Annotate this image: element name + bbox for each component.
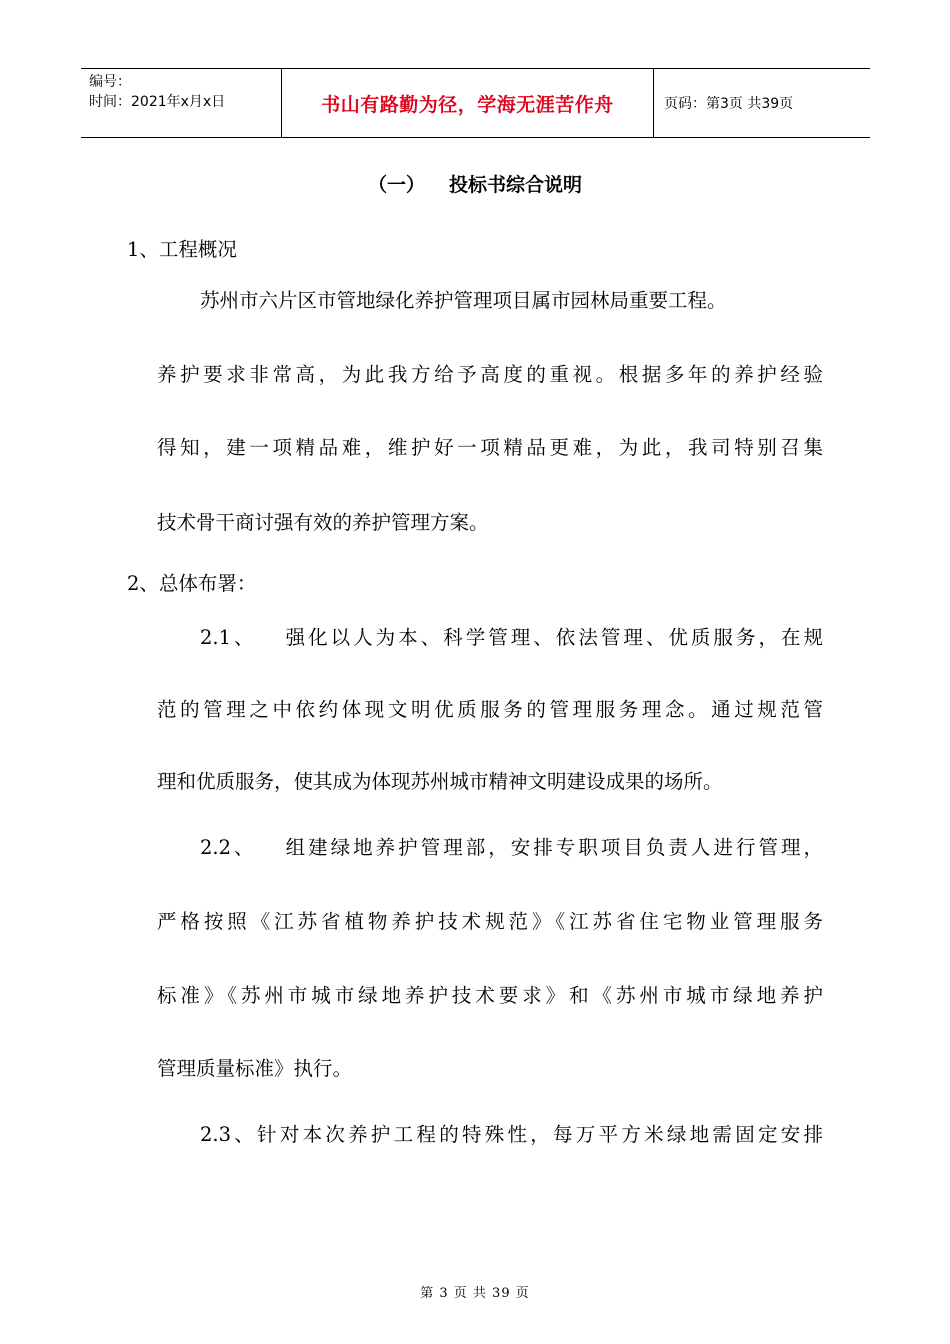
paragraph-line: 范的管理之中依约体现文明优质服务的管理服务理念。通过规范管 <box>157 698 823 721</box>
page-footer: 第 3 页 共 39 页 <box>420 1286 530 1301</box>
paragraph-line: 标准》《苏州市城市绿地养护技术要求》和《苏州市城市绿地养护 <box>157 984 823 1007</box>
paragraph-line: 得知，建一项精品难，维护好一项精品更难，为此，我司特别召集 <box>157 436 823 459</box>
paragraph-line <box>200 832 823 860</box>
header-motto: 书山有路勤为径，学海无涯苦作舟 <box>282 69 654 137</box>
heading-overall-layout: 2、总体布署： <box>127 572 257 595</box>
section-title <box>0 170 950 197</box>
paragraph-line: 养护要求非常高，为此我方给予高度的重视。根据多年的养护经验 <box>157 363 823 386</box>
clause-number: 2.2、 <box>200 836 257 859</box>
paragraph-line: 理和优质服务，使其成为体现苏州城市精神文明建设成果的场所。 <box>157 770 723 793</box>
document-date: 时间：2021年x月x日 <box>89 94 226 110</box>
paragraph-line: 苏州市六片区市管地绿化养护管理项目属市园林局重要工程。 <box>200 289 727 312</box>
clause-text: 组建绿地养护管理部，安排专职项目负责人进行管理， <box>282 836 823 859</box>
document-header <box>81 68 870 138</box>
paragraph-line <box>200 622 823 650</box>
paragraph-line: 严格按照《江苏省植物养护技术规范》《江苏省住宅物业管理服务 <box>157 910 823 933</box>
header-page-info: 页码：第3页 共39页 <box>664 96 794 112</box>
clause-number: 2.1、 <box>200 626 257 649</box>
document-number-label: 编号： <box>89 74 131 90</box>
paragraph-line: 管理质量标准》执行。 <box>157 1057 353 1080</box>
paragraph-line: 技术骨干商讨强有效的养护管理方案。 <box>157 511 489 534</box>
paragraph-line: 2.3、针对本次养护工程的特殊性，每万平方米绿地需固定安排 <box>200 1123 823 1146</box>
heading-project-overview: 1、工程概况 <box>127 238 237 261</box>
section-title-prefix: （一） <box>367 174 425 196</box>
header-meta-cell <box>81 69 282 137</box>
section-title-text: 投标书综合说明 <box>449 174 583 196</box>
clause-text: 强化以人为本、科学管理、依法管理、优质服务，在规 <box>282 626 823 649</box>
